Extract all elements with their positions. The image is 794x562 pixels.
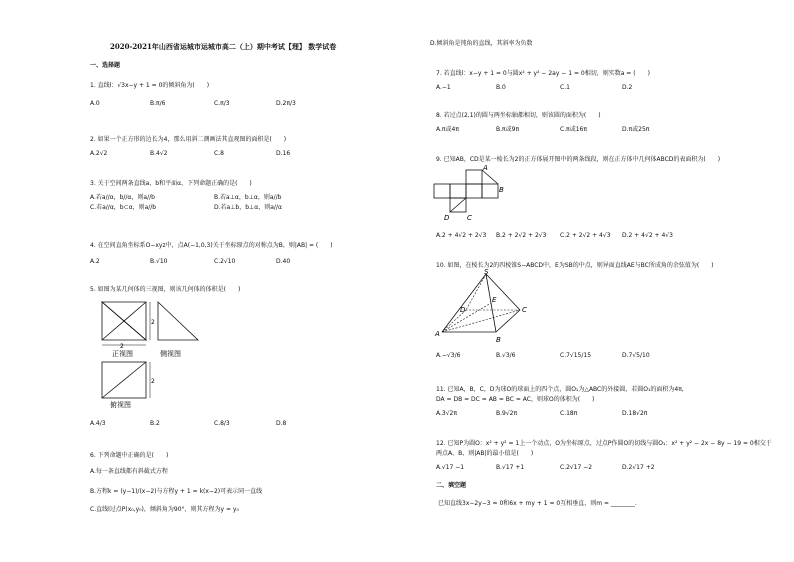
- question-8: 8. 若过点(2,1)的圆与两坐标轴都相切，则该圆的面积为( ): [436, 112, 601, 119]
- option: B.若a⊥α，b⊥α，则a//b: [214, 194, 282, 201]
- option: A.−√3/6: [436, 352, 461, 359]
- section-fill-heading: 二、填空题: [436, 482, 467, 489]
- edge-bc: [496, 310, 520, 332]
- question-11-line2: DA = DB = DC = AB = BC = AC，则球O的体积为( ): [436, 396, 595, 403]
- front-view-label: 正视图: [112, 350, 133, 358]
- top-view-diagonal: [102, 362, 146, 398]
- option: B.4√2: [150, 150, 168, 157]
- question-5: 5. 如图为某几何体的三视图，则该几何体的体积是( ): [90, 286, 241, 293]
- page-title: 2020-2021年山西省运城市运城市高二（上）期中考试【理】 数学试卷: [110, 42, 337, 51]
- option: D.2√17 +2: [622, 464, 655, 471]
- question-4: 4. 在空间直角坐标系O−xyz中，点A(−1,0,3)关于坐标原点的对称点为B，则|AB| = ( ): [90, 242, 333, 249]
- question-1: 1. 直线l：√3x−y + 1 = 0的倾斜角为( ): [90, 82, 210, 89]
- label-e: E: [492, 296, 497, 304]
- three-view-figure: [98, 298, 208, 410]
- label-c: C: [467, 214, 472, 222]
- question-11: 11. 已知A，B，C，D为球O的球面上的四个点，圆O₁为△ABC的外接圆，若圆O₁的面积为4π，: [436, 386, 688, 393]
- option: D.2 + 4√2 + 4√3: [622, 232, 673, 239]
- label-d: D: [444, 214, 450, 222]
- option: C.8/3: [214, 420, 230, 427]
- option: A.√17 −1: [436, 464, 465, 471]
- label-a: A: [483, 164, 488, 172]
- question-10: 10. 如图，在棱长为2的四棱锥S−ABCD中，E为SB的中点，则异面直线AE与BC所成角的余弦值为( ): [436, 262, 714, 269]
- label-d: D: [460, 306, 466, 314]
- option: C.若a//α，b⊂α，则a//b: [90, 204, 157, 211]
- side-view-shape: [158, 302, 198, 340]
- option: A.4/3: [90, 420, 106, 427]
- net-face: [450, 184, 466, 198]
- option: B.π或9π: [496, 126, 520, 133]
- edge-sd: [466, 274, 486, 310]
- option: C.π/3: [214, 100, 230, 107]
- pyramid-figure: [434, 268, 534, 348]
- front-dim-label: 2: [120, 343, 124, 350]
- label-b: B: [499, 186, 504, 194]
- option: B.√3/6: [496, 352, 516, 359]
- option: B.√17 +1: [496, 464, 525, 471]
- segment-ae: [442, 303, 491, 332]
- question-12-line2: 两点A，B，则|AB|的最小值是( ): [436, 450, 534, 457]
- option: C.7√15/15: [560, 352, 592, 359]
- question-6-option-d: D.倾斜角是钝角的直线，其斜率为负数: [430, 40, 533, 47]
- segment-cd: [450, 198, 466, 212]
- cube-net-figure: [432, 164, 522, 224]
- option: C.2√17 −2: [560, 464, 593, 471]
- option: D.7√5/10: [622, 352, 650, 359]
- edge-sa: [442, 274, 486, 332]
- option: C.2√10: [214, 258, 236, 265]
- net-face: [482, 184, 498, 198]
- option: A.2√2: [90, 150, 108, 157]
- question-7: 7. 若直线l：x−y + 1 = 0与圆x² + y² − 2ay − 1 = 0相切，则实数a = ( ): [436, 70, 650, 77]
- label-s: S: [484, 268, 489, 276]
- question-9: 9. 已知AB，CD是某一棱长为2的正方体展开图中的两条线段，则在正方体中几何体ABCD的表面积为( ): [436, 156, 721, 163]
- option: C.8: [214, 150, 224, 157]
- option: B.2: [150, 420, 160, 427]
- option: B.√10: [150, 258, 168, 265]
- segment-ab: [482, 170, 498, 184]
- option: D.18√2π: [622, 410, 648, 417]
- option: D.2π/3: [276, 100, 296, 107]
- option: B.9√2π: [496, 410, 518, 417]
- option: A.2: [90, 258, 100, 265]
- option: A.2 + 4√2 + 2√3: [436, 232, 487, 239]
- option: B.0: [496, 84, 506, 91]
- option: D.若a⊥b，b⊥α，则a//α: [214, 204, 282, 211]
- option: C.18π: [560, 410, 578, 417]
- question-3: 3. 关于空间两条直线a，b和平面α，下列命题正确的是( ): [90, 180, 252, 187]
- section-choice-heading: 一、选择题: [90, 62, 121, 69]
- option: D.2: [622, 84, 633, 91]
- side-view-label: 侧视图: [160, 350, 181, 358]
- label-c: C: [522, 306, 527, 314]
- side-dim-label: 2: [151, 319, 155, 326]
- label-b: B: [496, 336, 501, 344]
- option: D.π或25π: [622, 126, 650, 133]
- top-view-label: 俯视图: [110, 401, 131, 409]
- question-6-option-b: B.方程k = (y−1)/(x−2)与方程y + 1 = k(x−2)可表示同一直线: [90, 488, 263, 495]
- option: A.π或4π: [436, 126, 459, 133]
- option: B.2 + 2√2 + 2√3: [496, 232, 547, 239]
- question-2: 2. 如果一个正方形的边长为4，那么用斜二测画法其直观图的面积是( ): [90, 136, 287, 143]
- option: A.−1: [436, 84, 451, 91]
- option: D.40: [276, 258, 291, 265]
- option: B.π/6: [150, 100, 166, 107]
- option: C.1: [560, 84, 570, 91]
- fill-in-question: 已知直线3x−2y−3 = 0和6x + my + 1 = 0互相垂直，则m = ________.: [438, 500, 637, 507]
- option: D.16: [276, 150, 291, 157]
- label-a: A: [435, 330, 440, 338]
- top-dim-label: 2: [151, 378, 155, 385]
- option: C.π或16π: [560, 126, 587, 133]
- option: A.3√2π: [436, 410, 457, 417]
- question-6: 6. 下列命题中正确的是( ): [90, 452, 169, 459]
- question-6-option-c: C.直线l过点P(x₀,y₀)，倾斜角为90°，则其方程为y = y₀: [90, 506, 239, 513]
- option: D.8: [276, 420, 287, 427]
- option: A.0: [90, 100, 100, 107]
- question-12: 12. 已知P为圆O：x² + y² = 1上一个动点，O为坐标原点，过点P作圆O的切线与圆O₁：x² + y² − 2x − 8y − 19 = 0相交于: [436, 440, 772, 447]
- net-face: [466, 184, 482, 198]
- option: A.若a//α，b//α，则a//b: [90, 194, 155, 201]
- net-face: [434, 184, 450, 198]
- option: C.2 + 2√2 + 4√3: [560, 232, 611, 239]
- question-6-option-a: A.每一条直线都有斜截式方程: [90, 468, 168, 475]
- net-face: [466, 170, 482, 184]
